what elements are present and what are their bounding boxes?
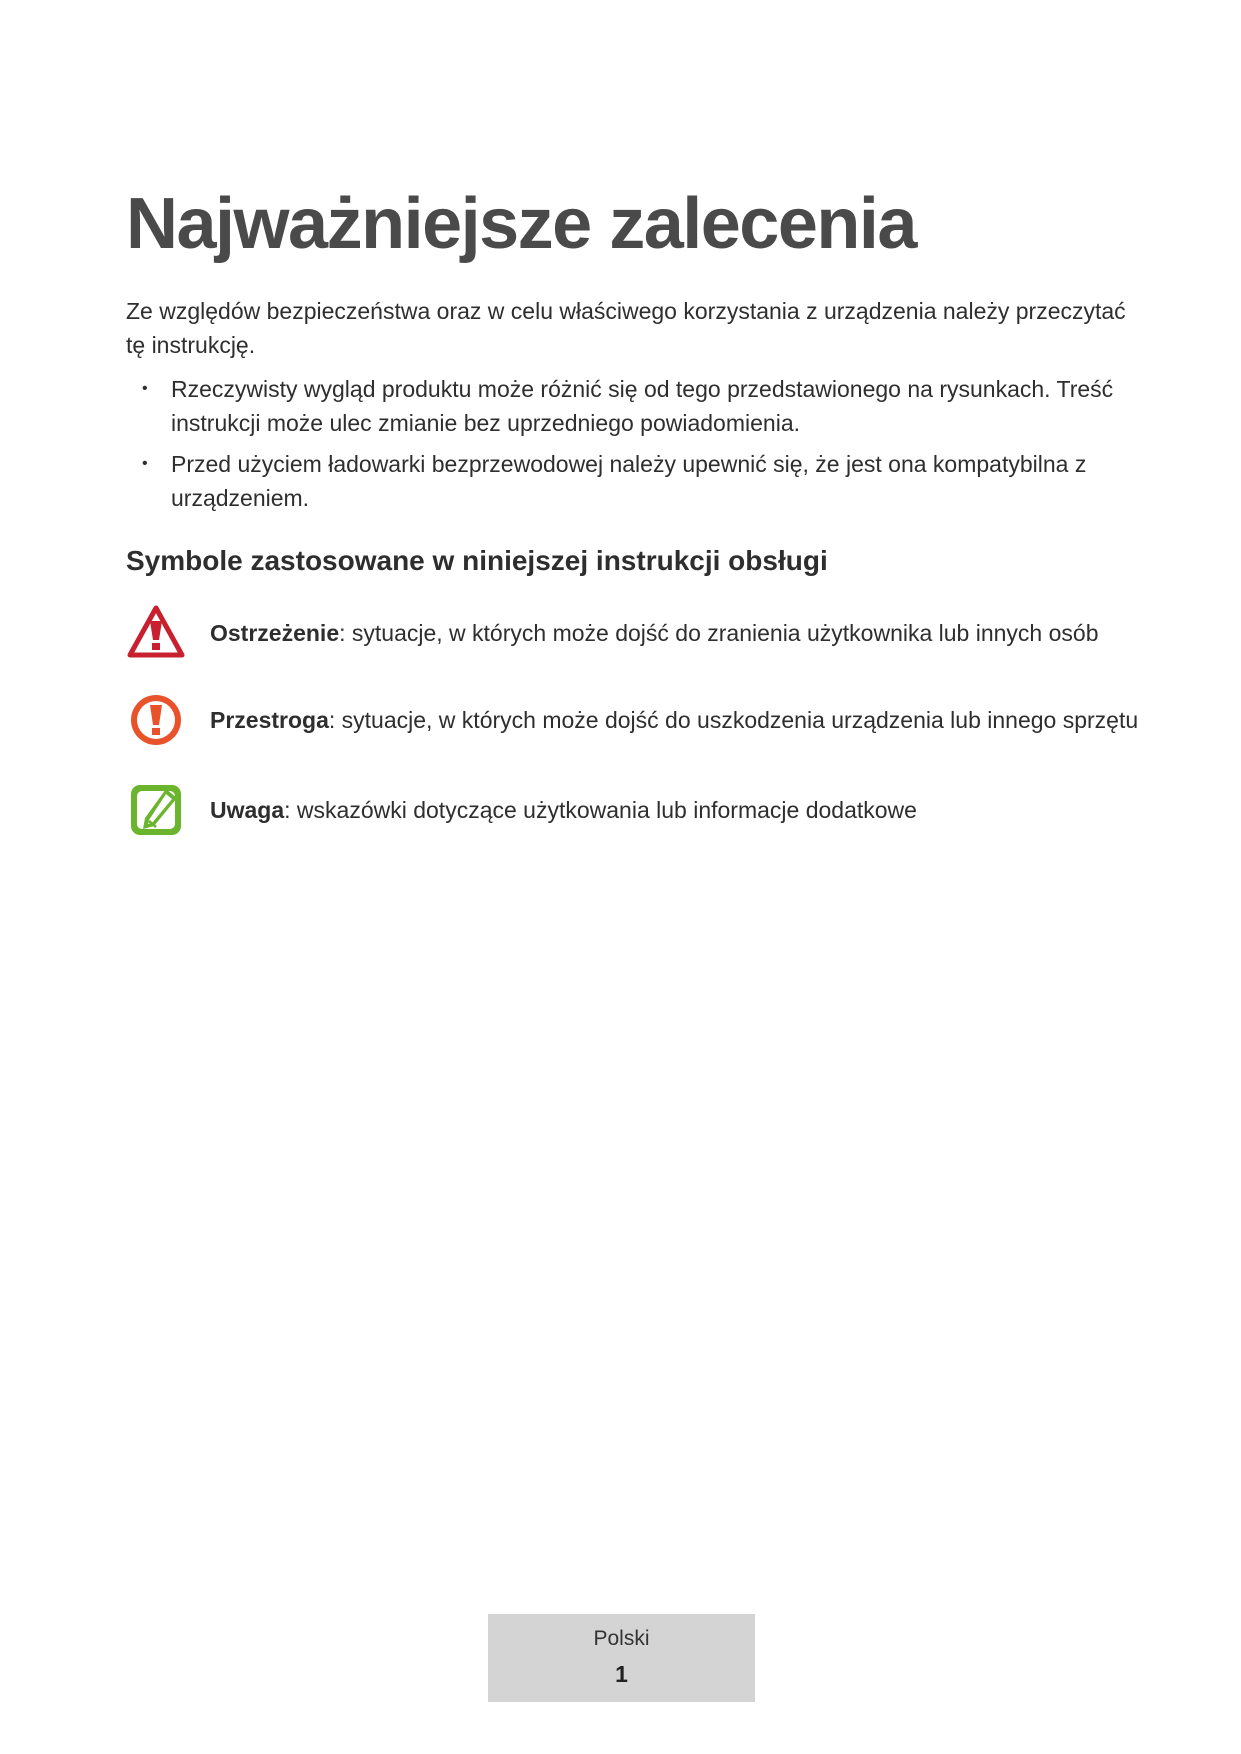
symbol-row-warning (126, 603, 1126, 663)
symbol-row-note (126, 780, 1126, 840)
symbol-description (210, 705, 1138, 735)
symbol-description (210, 795, 917, 825)
bullet-marker: • (142, 380, 148, 397)
caution-circle-icon (126, 690, 186, 750)
bullet-marker: • (142, 455, 148, 472)
symbol-description (210, 618, 1098, 648)
intro-paragraph: Ze względów bezpieczeństwa oraz w celu właściwego korzystania z urządzenia należy przeczytać tę instrukcję. (126, 298, 1126, 358)
symbol-label: Przestroga (210, 707, 329, 733)
bullet-text: Przed użyciem ładowarki bezprzewodowej należy upewnić się, że jest ona kompatybilna z urządzeniem. (171, 451, 1087, 511)
symbol-row-caution (126, 690, 1139, 750)
bullet-list (126, 372, 1126, 522)
symbol-label: Ostrzeżenie (210, 620, 340, 646)
symbol-text: : sytuacje, w których może dojść do uszkodzenia urządzenia lub innego sprzętu (328, 707, 1139, 733)
section-heading: Symbole zastosowane w niniejszej instrukcji obsługi (126, 545, 828, 576)
page-footer (488, 1614, 755, 1702)
list-item (126, 447, 1126, 515)
note-pencil-icon (126, 780, 186, 840)
warning-triangle-icon (126, 603, 186, 663)
bullet-text: Rzeczywisty wygląd produktu może różnić się od tego przedstawionego na rysunkach. Treść instrukcji może ulec zmianie bez uprzedniego powiadomienia. (171, 376, 1114, 436)
symbol-text: : sytuacje, w których może dojść do zranienia użytkownika lub innych osób (339, 620, 1099, 646)
symbol-text: : wskazówki dotyczące użytkowania lub informacje dodatkowe (284, 797, 917, 823)
page-number: 1 (615, 1661, 628, 1687)
page-title: Najważniejsze zalecenia (126, 184, 916, 264)
symbol-label: Uwaga (210, 797, 285, 823)
footer-language: Polski (593, 1627, 650, 1650)
list-item (126, 372, 1126, 440)
